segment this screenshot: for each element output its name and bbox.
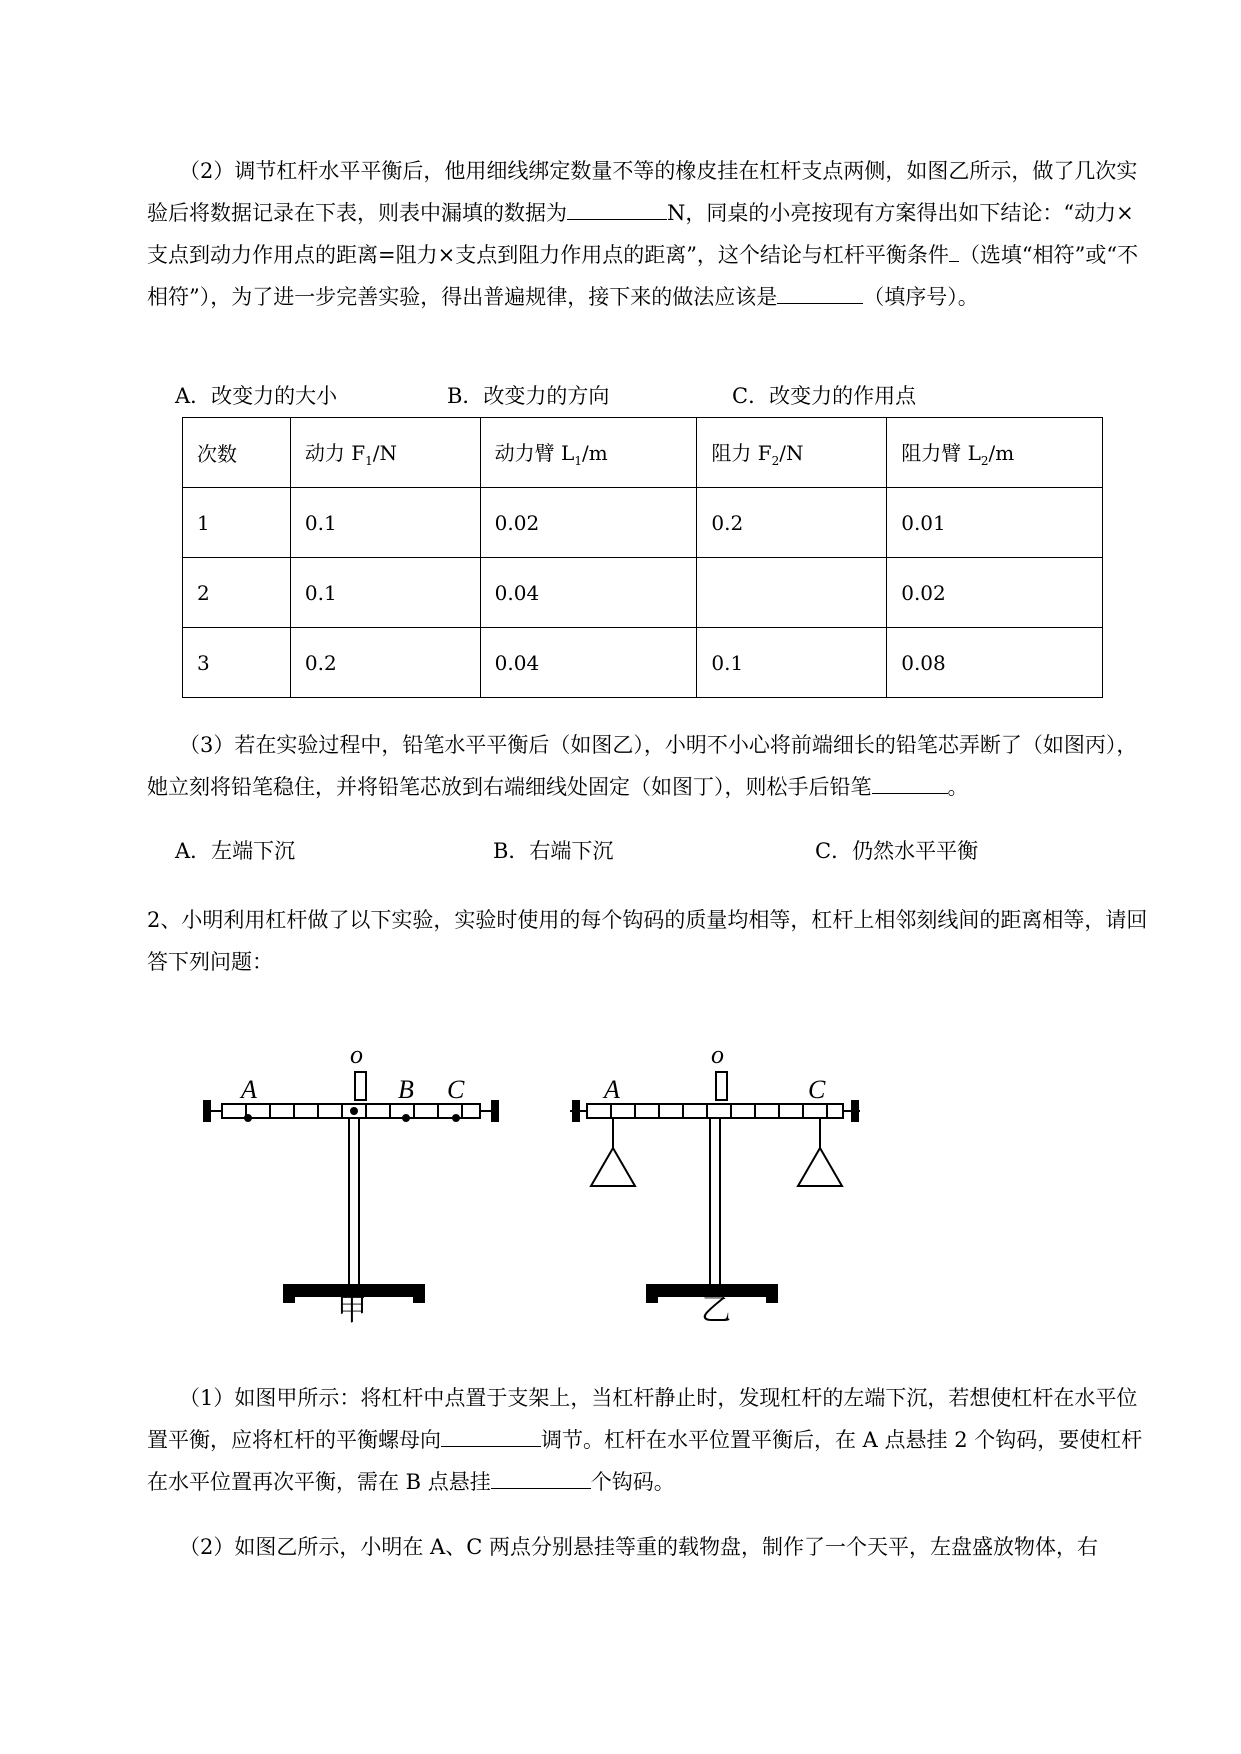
answer-blank[interactable] (777, 279, 863, 304)
q1-part3-text-a: （3）若在实验过程中，铅笔水平平衡后（如图乙），小明不小心将前端细长的铅笔芯弄断了（如图丙），她立刻将铅笔稳住，并将铅笔芯放到右端细线处固定（如图丁），则松手后铅笔 (147, 733, 1138, 799)
table-cell: 2 (183, 558, 291, 628)
table-cell: 0.04 (480, 628, 697, 698)
table-cell: 0.1 (290, 558, 480, 628)
option-c[interactable]: C．改变力的作用点 (732, 384, 917, 408)
q2-part1-text-b: 调节。杠杆在水平位置平衡后，在 A 点悬挂 2 个钩码，要使杠杆在水平位置再次平衡，需在 B 点悬挂 (147, 1428, 1143, 1494)
q1-part2-text-b: N，同桌的小亮按现有方案得出如下结论：“动力×支点到动力作用点的距离=阻力×支点到阻力作用点的距离”，这个结论与杠杆平衡条件 (147, 201, 1134, 267)
q2-intro-paragraph: 2、小明利用杠杆做了以下实验，实验时使用的每个钩码的质量均相等，杠杆上相邻刻线间的距离相等，请回答下列问题： (147, 908, 1148, 974)
answer-blank[interactable] (491, 1464, 591, 1489)
table-header-cell: 阻力 $F_2/N$ (697, 418, 887, 488)
table-cell: 0.2 (697, 488, 887, 558)
table-header-row (183, 418, 1103, 488)
option-c[interactable]: C．仍然水平平衡 (815, 839, 979, 863)
q1-part3-paragraph (147, 724, 1149, 808)
answer-blank[interactable] (872, 769, 948, 794)
fig1-label-o: o (350, 1040, 363, 1069)
table-cell: 0.2 (290, 628, 480, 698)
q1-part3-options (175, 835, 1075, 865)
table-cell: 1 (183, 488, 291, 558)
table-cell-missing[interactable] (697, 558, 887, 628)
q1-part2-paragraph (147, 150, 1149, 318)
fig2-label-o: o (711, 1040, 724, 1069)
q2-part2-paragraph: （2）如图乙所示，小明在 A、C 两点分别悬挂等重的载物盘，制作了一个天平，左盘盛放物体，右 (179, 1535, 1098, 1559)
fig2-caption: 乙 (701, 1293, 731, 1328)
option-a[interactable]: A．左端下沉 (175, 839, 296, 863)
fig1-label-a: A (241, 1075, 257, 1104)
table-cell: 0.02 (887, 558, 1103, 628)
lever-figure-yi (570, 1072, 860, 1302)
option-a[interactable]: A．改变力的大小 (175, 384, 338, 408)
lever-figure-jia (204, 1072, 498, 1302)
table-row (183, 628, 1103, 698)
table-cell: 3 (183, 628, 291, 698)
fig2-label-a: A (604, 1075, 620, 1104)
data-table (182, 417, 1103, 698)
q1-part2-text-d: （填序号）。 (863, 285, 979, 309)
table-cell: 0.1 (697, 628, 887, 698)
table-cell: 0.1 (290, 488, 480, 558)
table-cell: 0.02 (480, 488, 697, 558)
table-cell: 0.08 (887, 628, 1103, 698)
option-b[interactable]: B．改变力的方向 (447, 384, 610, 408)
fig1-label-b: B (398, 1075, 414, 1104)
fig1-caption: 甲 (337, 1293, 367, 1328)
q1-part2-text-a: （2）调节杠杆水平平衡后，他用细线绑定数量不等的橡皮挂在杠杆支点两侧，如图乙所示，做了几次实验后将数据记录在下表，则表中漏填的数据为 (147, 159, 1138, 225)
q2-part1-paragraph (147, 1377, 1149, 1503)
q1-part2-options (175, 380, 1075, 410)
answer-blank[interactable] (567, 195, 667, 220)
table-header-cell: 动力臂 $L_1/m$ (480, 418, 697, 488)
table-header-cell: 次数 (183, 418, 291, 488)
q1-part2-text-c: （选填“相符”或“不相符”），为了进一步完善实验，得出普遍规律，接下来的做法应该是 (147, 243, 1139, 309)
table-row (183, 488, 1103, 558)
table-row (183, 558, 1103, 628)
table-header-cell: 动力 $F_1/N$ (290, 418, 480, 488)
q2-part1-text-c: 个钩码。 (590, 1470, 675, 1494)
fig1-label-c: C (447, 1075, 465, 1104)
q1-part3-text-b: 。 (947, 775, 969, 799)
answer-blank[interactable] (441, 1422, 541, 1447)
table-cell: 0.01 (887, 488, 1103, 558)
lever-figure (0, 1030, 1241, 1330)
fig2-label-c: C (808, 1075, 826, 1104)
table-cell: 0.04 (480, 558, 697, 628)
option-b[interactable]: B．右端下沉 (493, 839, 614, 863)
table-header-cell: 阻力臂 $L_2/m$ (887, 418, 1103, 488)
answer-blank[interactable] (949, 237, 959, 262)
q2-part1-text-a: （1）如图甲所示：将杠杆中点置于支架上，当杠杆静止时，发现杠杆的左端下沉，若想使杠杆在水平位置平衡，应将杠杆的平衡螺母向 (147, 1386, 1138, 1452)
